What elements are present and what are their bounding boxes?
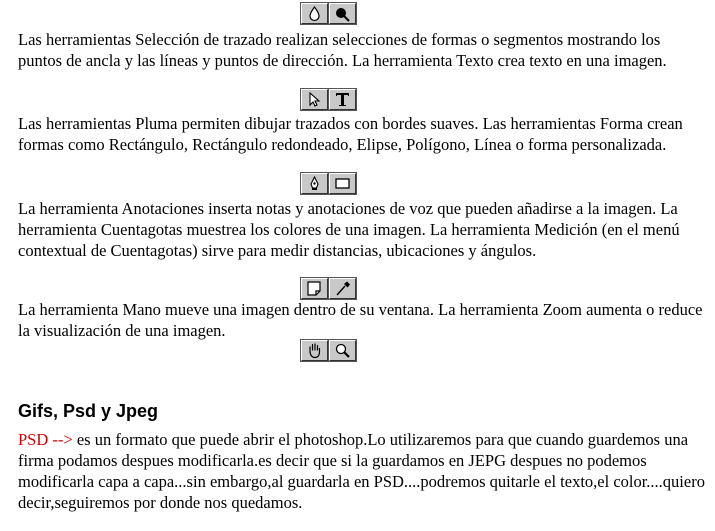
pen-tool-icon	[301, 173, 328, 194]
toolbar-row-pen-rectangle	[301, 173, 356, 196]
type-tool-icon	[329, 89, 356, 110]
paragraph-pen-shapes: Las herramientas Pluma permiten dibujar trazados con bordes suaves. Las herramientas Forma crean formas como Rectángulo, Rectángulo redondeado, Elipse, Polígono, Línea o forma personalizada.	[18, 114, 683, 154]
notes-tool-icon	[301, 278, 328, 299]
path-selection-arrow-icon	[301, 89, 328, 110]
psd-text: es un formato que puede abrir el photoshop.Lo utilizaremos para que cuando guardemos una firma podamos despues modificarla.es decir que si la guardamos en JEPG despues no podemos modificarla capa a capa...sin embargo,al guardarla en PSD....podremos quitarle el texto,el color....quiero decir,seguiremos por donde nos quedamos.	[18, 430, 705, 512]
eyedropper-icon	[329, 278, 356, 299]
paragraph-psd-description	[18, 429, 708, 513]
blur-drop-icon	[301, 3, 328, 24]
zoom-tool-icon	[329, 340, 356, 361]
toolbar-row-hand-zoom	[301, 340, 356, 363]
rectangle-shape-icon	[329, 173, 356, 194]
hand-tool-icon	[301, 340, 328, 361]
section-heading: Gifs, Psd y Jpeg	[18, 401, 159, 421]
paragraph-path-selection: Las herramientas Selección de trazado realizan selecciones de formas o segmentos mostrando los puntos de ancla y las líneas y puntos de dirección. La herramienta Texto crea texto en una imagen.	[18, 30, 667, 70]
toolbar-row-notes-eyedropper	[301, 278, 356, 301]
psd-label: PSD -->	[18, 430, 73, 449]
toolbar-row-blur-sponge	[301, 3, 356, 26]
sponge-icon	[329, 3, 356, 24]
paragraph-notes-eyedropper: La herramienta Anotaciones inserta notas y anotaciones de voz que pueden añadirse a la imagen. La herramienta Cuentagotas muestrea los colores de una imagen. La herramienta Medición (en el menú contextual de Cuentagotas) sirve para medir distancias, ubicaciones y ángulos.	[18, 199, 680, 260]
paragraph-hand-zoom: La herramienta Mano mueve una imagen dentro de su ventana. La herramienta Zoom aumenta o reduce la visualización de una imagen.	[18, 300, 703, 340]
toolbar-row-arrow-type	[301, 89, 356, 112]
